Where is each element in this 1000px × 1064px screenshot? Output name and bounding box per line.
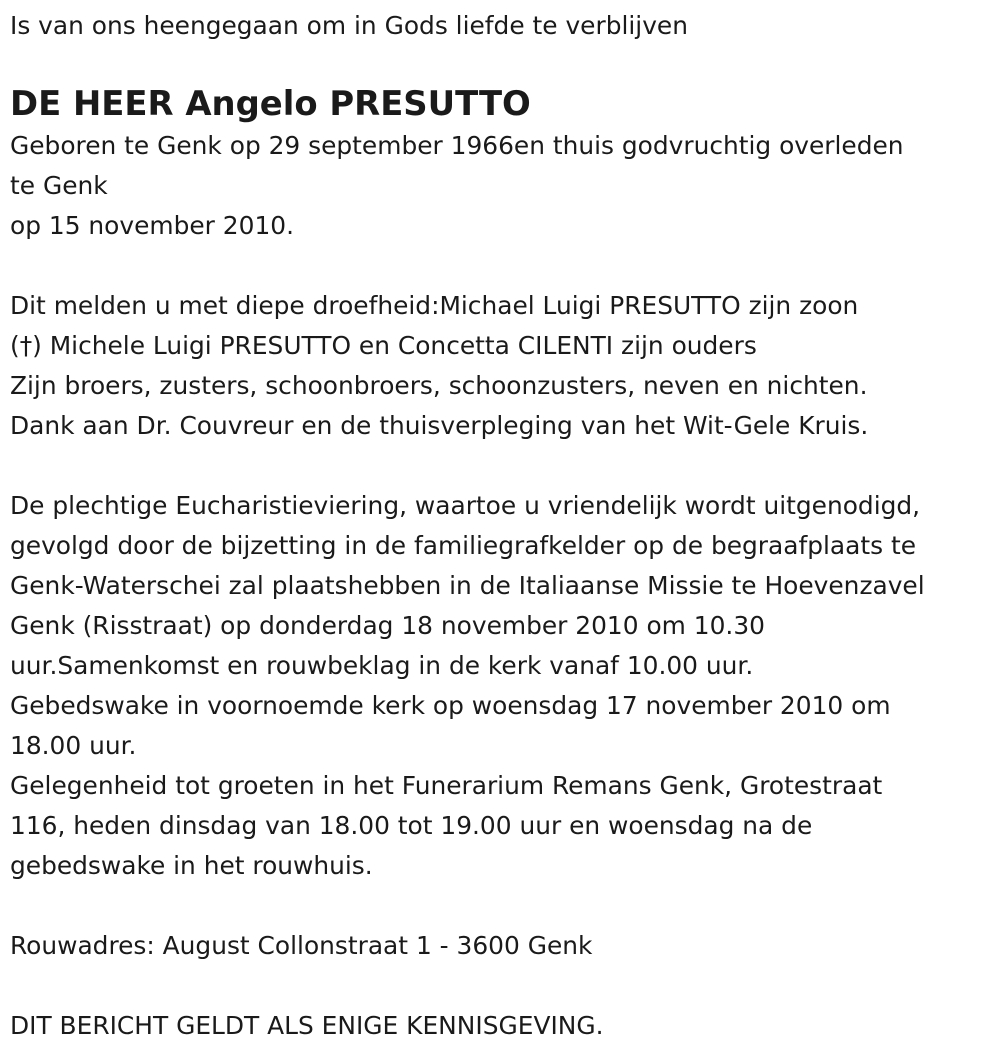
family-line-1: Dit melden u met diepe droefheid:Michael Luigi PRESUTTO zijn zoon: [10, 291, 859, 320]
service-line-7: 18.00 uur.: [10, 731, 137, 760]
service-line-8: Gelegenheid tot groeten in het Funerarium Remans Genk, Grotestraat: [10, 771, 883, 800]
spacer: [10, 246, 995, 286]
intro-text: Is van ons heengegaan om in Gods liefde te verblijven: [10, 11, 688, 40]
service-line-5: uur.Samenkomst en rouwbeklag in de kerk vanaf 10.00 uur.: [10, 651, 754, 680]
service-line-6: Gebedswake in voornoemde kerk op woensdag 17 november 2010 om: [10, 691, 891, 720]
spacer: [10, 966, 995, 1006]
spacer: [10, 886, 995, 926]
birth-line-3: op 15 november 2010.: [10, 211, 294, 240]
family-line-2: (†) Michele Luigi PRESUTTO en Concetta CILENTI zijn ouders: [10, 331, 757, 360]
service-line-9: 116, heden dinsdag van 18.00 tot 19.00 uur en woensdag na de: [10, 811, 813, 840]
service-line-1: De plechtige Eucharistieviering, waartoe u vriendelijk wordt uitgenodigd,: [10, 491, 921, 520]
service-line-3: Genk-Waterschei zal plaatshebben in de Italiaanse Missie te Hoevenzavel: [10, 571, 925, 600]
spacer: [10, 446, 995, 486]
service-line-2: gevolgd door de bijzetting in de familiegrafkelder op de begraafplaats te: [10, 531, 917, 560]
obituary-notice: [10, 6, 995, 1046]
family-line-4: Dank aan Dr. Couvreur en de thuisverpleging van het Wit-Gele Kruis.: [10, 411, 869, 440]
family-line-3: Zijn broers, zusters, schoonbroers, schoonzusters, neven en nichten.: [10, 371, 868, 400]
funeral-address: Rouwadres: August Collonstraat 1 - 3600 Genk: [10, 931, 593, 960]
birth-line-1: Geboren te Genk op 29 september 1966en thuis godvruchtig overleden: [10, 131, 904, 160]
birth-line-2: te Genk: [10, 171, 108, 200]
closing-notice: DIT BERICHT GELDT ALS ENIGE KENNISGEVING.: [10, 1011, 604, 1040]
service-line-4: Genk (Risstraat) op donderdag 18 november 2010 om 10.30: [10, 611, 765, 640]
deceased-name: DE HEER Angelo PRESUTTO: [10, 84, 531, 123]
service-line-10: gebedswake in het rouwhuis.: [10, 851, 373, 880]
